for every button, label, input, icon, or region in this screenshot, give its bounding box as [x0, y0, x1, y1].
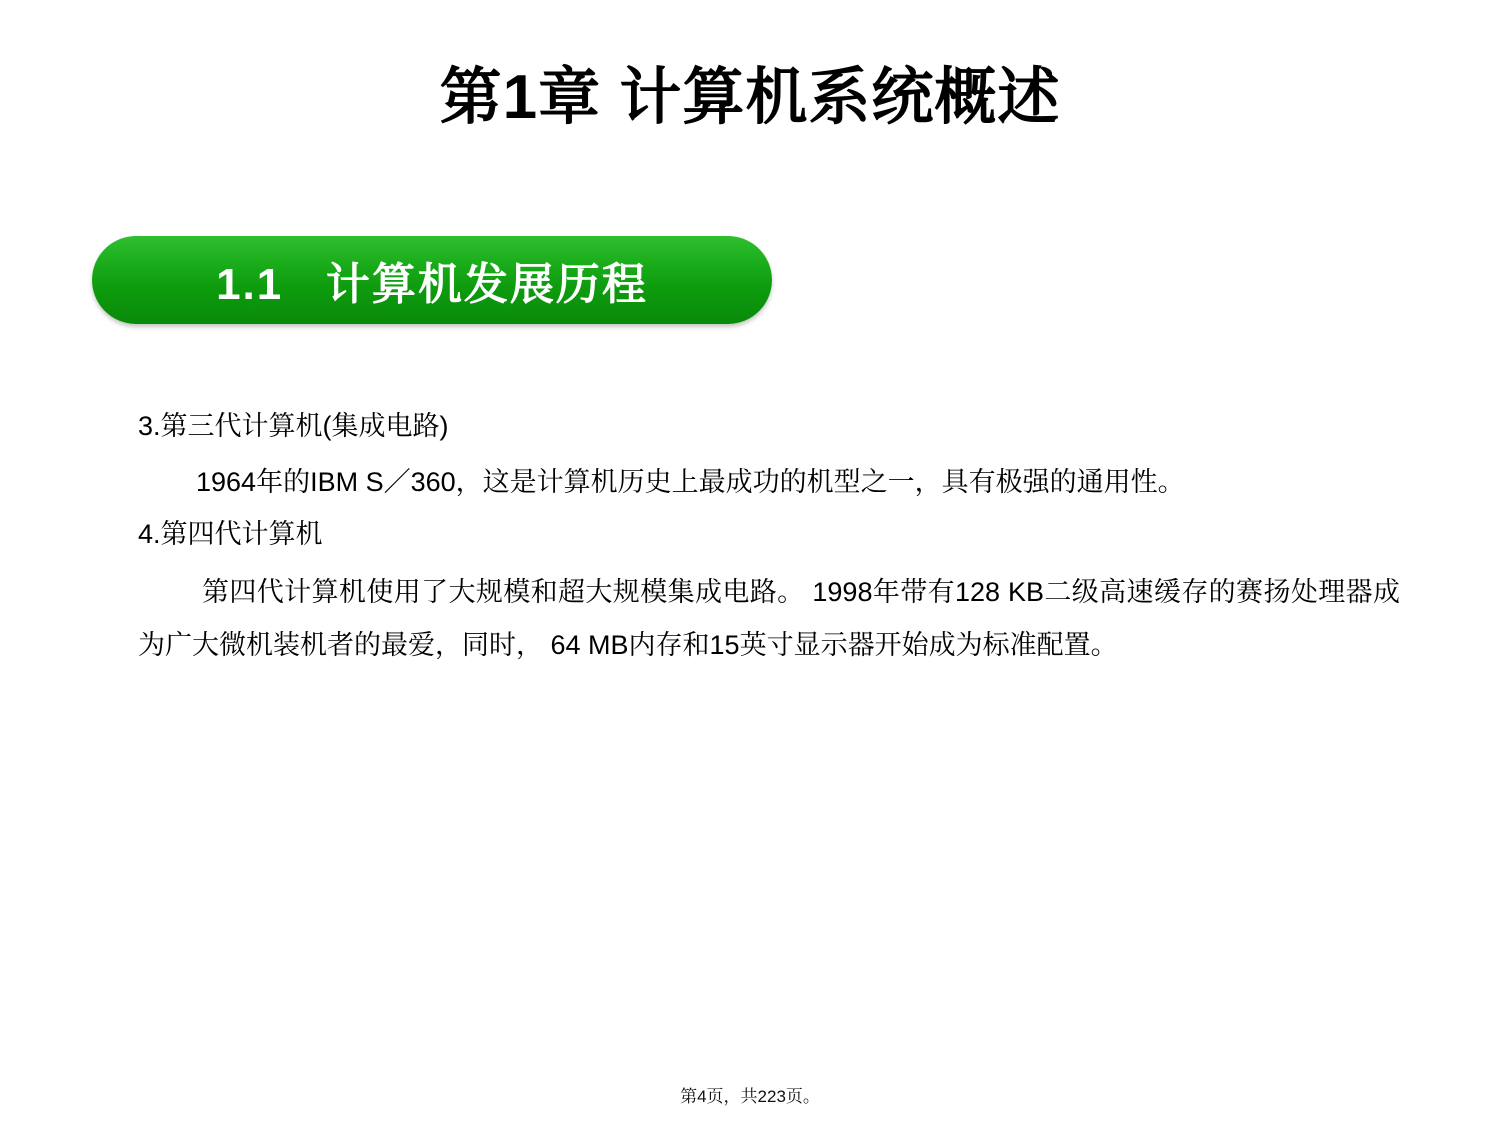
page-footer: 第4页，共223页。 [680, 1087, 820, 1106]
page-title: 第1章 计算机系统概述 [439, 63, 1061, 132]
body-content [138, 400, 1400, 672]
list-item-paragraph-3: 1964年的IBM S／360，这是计算机历史上最成功的机型之一，具有极强的通用性。 [196, 466, 1185, 497]
list-item-paragraph-4: 第四代计算机使用了大规模和超大规模集成电路。 1998年带有128 KB二级高速缓存的赛扬处理器成为广大微机装机者的最爱，同时， 64 MB内存和15英寸显示器开始成为标准配置。 [138, 577, 1400, 660]
section-badge [92, 236, 772, 324]
list-item-heading-4: 4.第四代计算机 [138, 519, 323, 550]
list-item-heading-3: 3.第三代计算机(集成电路) [138, 411, 449, 441]
section-badge-label: 1.1 计算机发展历程 [216, 260, 648, 309]
